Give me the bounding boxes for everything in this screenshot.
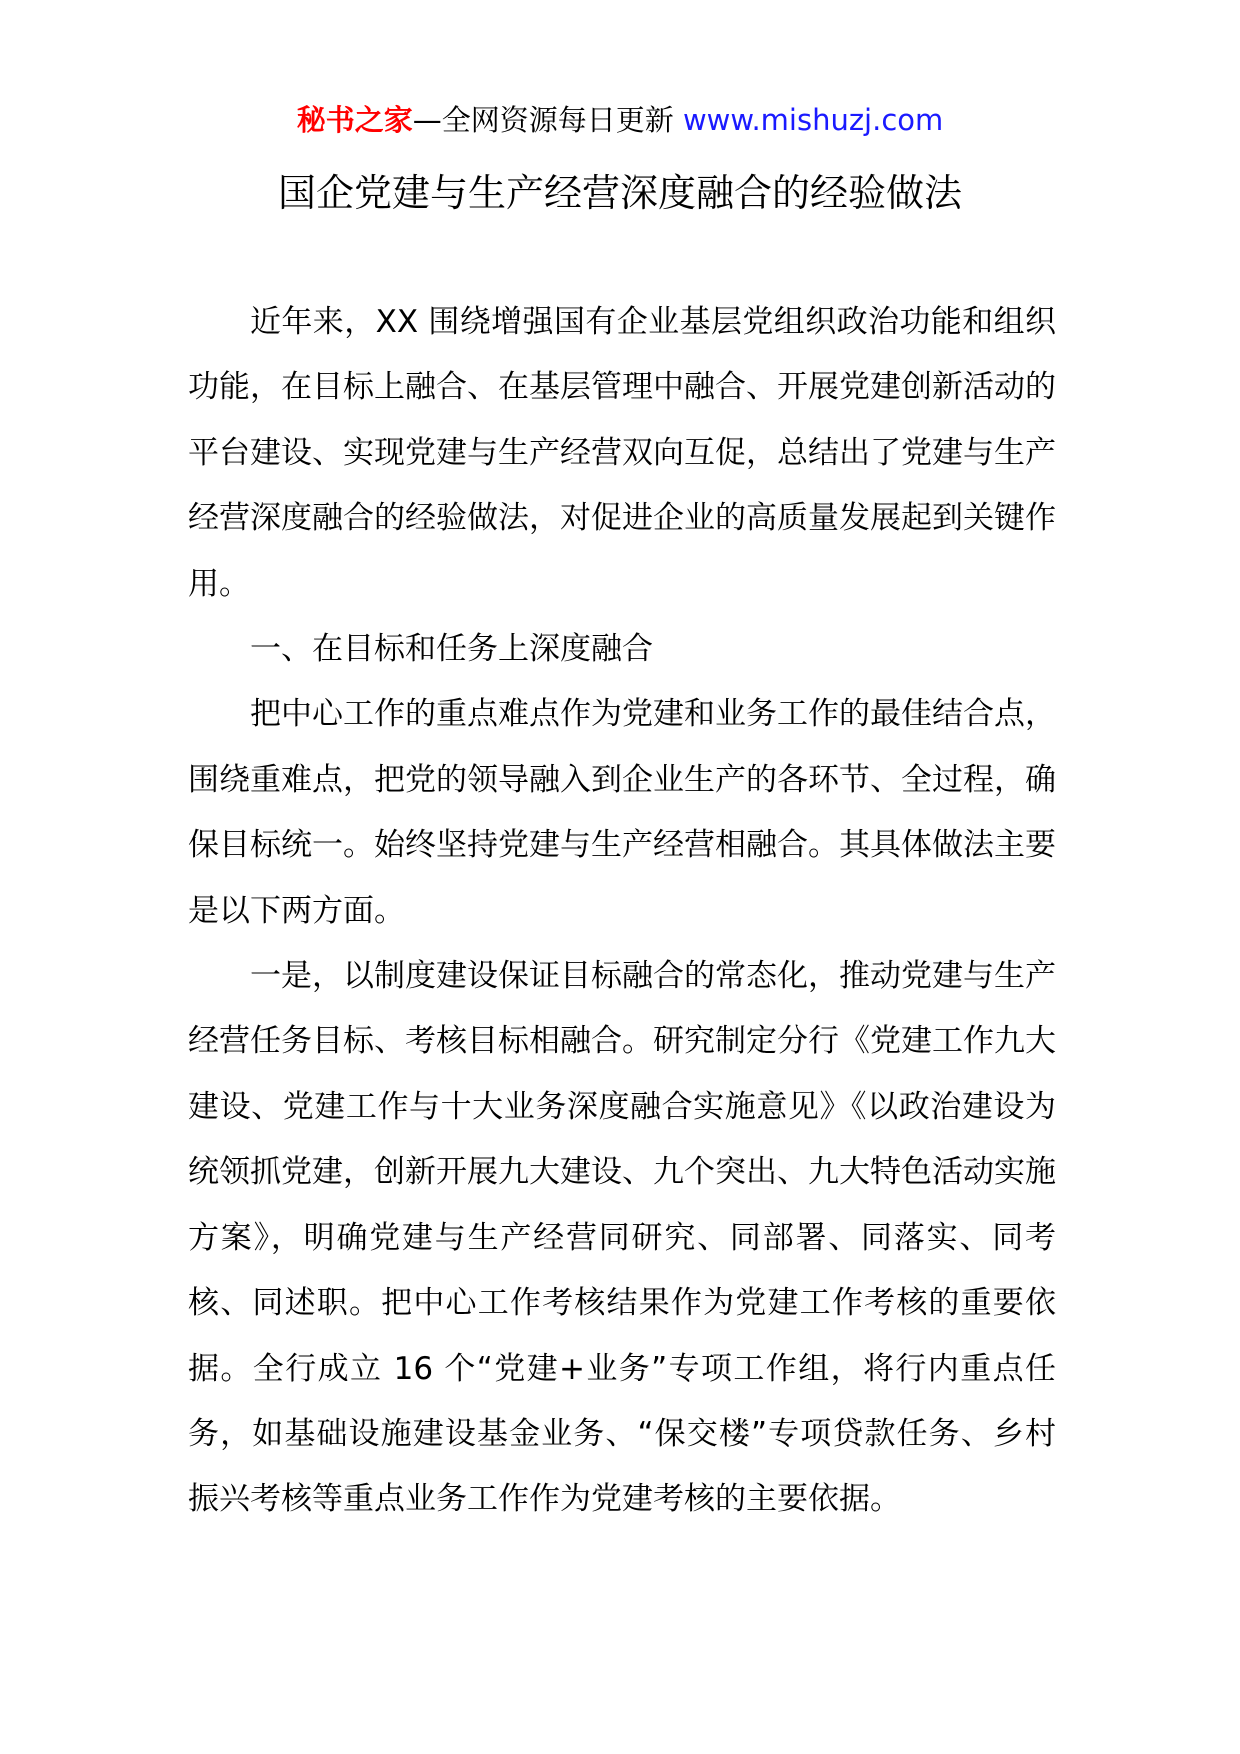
body-paragraph: 一是，以制度建设保证目标融合的常态化，推动党建与生产经营任务目标、考核目标相融合。研究制定分行《党建工作九大建设、党建工作与十大业务深度融合实施意见》《以政治建设为统领抓党建，创新开展九大建设、九个突出、九大特色活动实施方案》，明确党建与生产经营同研究、同部署、同落实、同考核、同述职。把中心工作考核结果作为党建工作考核的重要依据。全行成立 16 个“党建+业务”专项工作组，将行内重点任务，如基础设施建设基金业务、“保交楼”专项贷款任务、乡村振兴考核等重点业务工作作为党建考核的主要依据。 <box>188 958 1056 1518</box>
intro-paragraph: 近年来，XX 围绕增强国有企业基层党组织政治功能和组织功能，在目标上融合、在基层管理中融合、开展党建创新活动的平台建设、实现党建与生产经营双向互促，总结出了党建与生产经营深度融合的经验做法，对促进企业的高质量发展起到关键作用。 <box>188 304 1056 602</box>
header-tagline: —全网资源每日更新 <box>412 103 683 137</box>
body-paragraph: 把中心工作的重点难点作为党建和业务工作的最佳结合点，围绕重难点，把党的领导融入到企业生产的各环节、全过程，确保目标统一。始终坚持党建与生产经营相融合。其具体做法主要是以下两方面。 <box>188 696 1056 929</box>
section-heading: 一、在目标和任务上深度融合 <box>250 631 653 668</box>
brand-name: 秘书之家 <box>296 103 413 137</box>
site-url-link[interactable]: www.mishuzj.com <box>682 103 944 137</box>
document-body <box>188 290 1056 1533</box>
site-header <box>0 100 1240 140</box>
document-title: 国企党建与生产经营深度融合的经验做法 <box>277 171 962 215</box>
